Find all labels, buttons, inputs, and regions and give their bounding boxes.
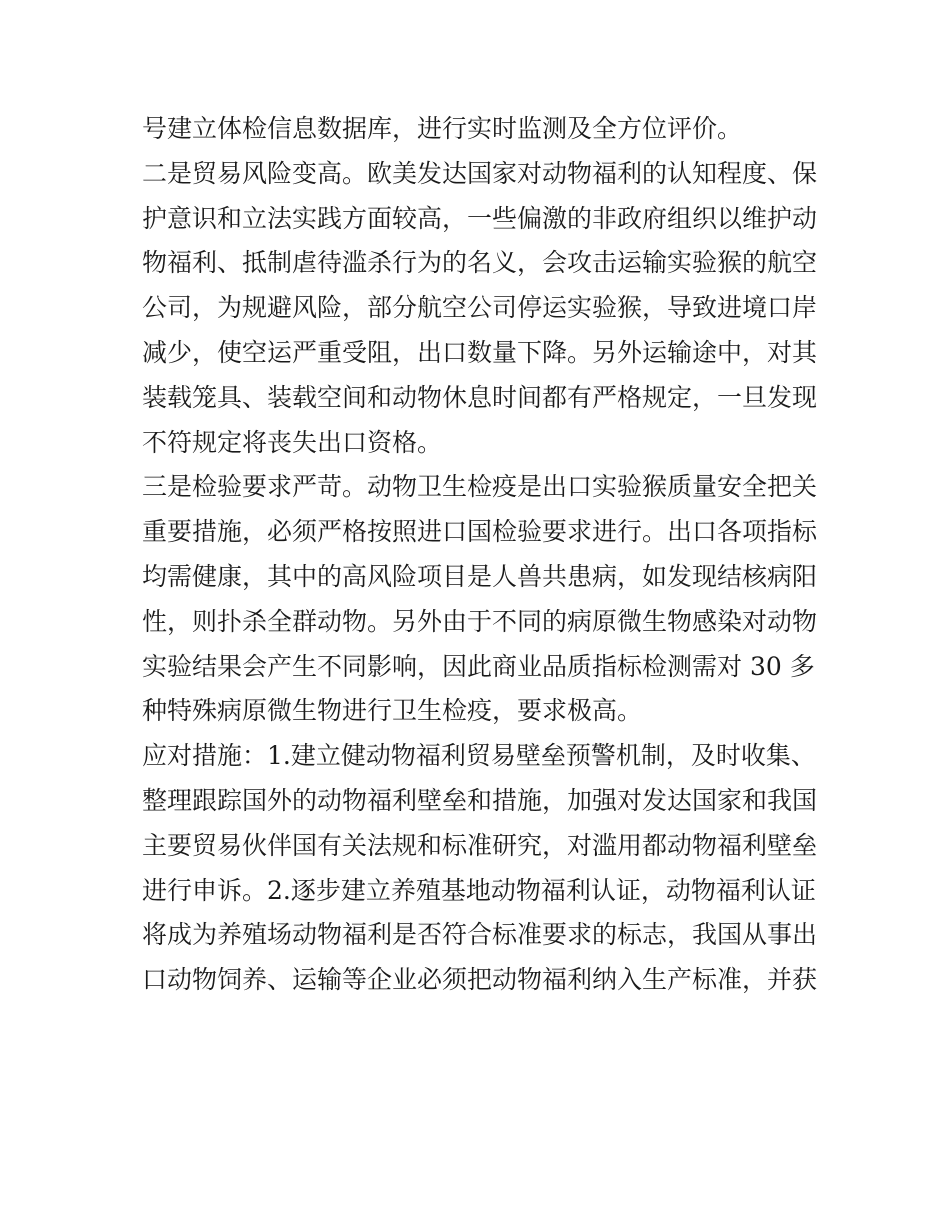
text-line: 将成为养殖场动物福利是否符合标准要求的标志，我国从事出 <box>142 920 818 950</box>
text-line: 进行申诉。2.逐步建立养殖基地动物福利认证，动物福利认证 <box>142 875 816 905</box>
text-line: 性，则扑杀全群动物。另外由于不同的病原微生物感染对动物 <box>142 606 818 636</box>
text-line: 重要措施，必须严格按照进口国检验要求进行。出口各项指标 <box>142 517 818 547</box>
text-line: 口动物饲养、运输等企业必须把动物福利纳入生产标准，并获 <box>142 965 818 995</box>
text-line: 装载笼具、装载空间和动物休息时间都有严格规定，一旦发现 <box>142 382 818 412</box>
text-line: 公司，为规避风险，部分航空公司停运实验猴，导致进境口岸 <box>142 293 818 323</box>
text-line: 应对措施：1.建立健动物福利贸易壁垒预警机制，及时收集、 <box>142 741 816 771</box>
text-line: 三是检验要求严苛。动物卫生检疫是出口实验猴质量安全把关 <box>142 472 818 502</box>
text-line: 整理跟踪国外的动物福利壁垒和措施，加强对发达国家和我国 <box>142 785 818 815</box>
text-line: 均需健康，其中的高风险项目是人兽共患病，如发现结核病阳 <box>142 561 818 591</box>
text-line: 不符规定将丧失出口资格。 <box>142 427 443 457</box>
text-line: 二是贸易风险变高。欧美发达国家对动物福利的认知程度、保 <box>142 158 818 188</box>
text-line: 种特殊病原微生物进行卫生检疫，要求极高。 <box>142 696 643 726</box>
text-line: 护意识和立法实践方面较高，一些偏激的非政府组织以维护动 <box>142 203 818 233</box>
text-line: 减少，使空运严重受阻，出口数量下降。另外运输途中，对其 <box>142 337 818 367</box>
text-line: 物福利、抵制虐待滥杀行为的名义，会攻击运输实验猴的航空 <box>142 248 818 278</box>
text-line: 号建立体检信息数据库，进行实时监测及全方位评价。 <box>142 114 743 143</box>
text-line: 主要贸易伙伴国有关法规和标准研究，对滥用都动物福利壁垒 <box>142 830 818 860</box>
body-text <box>142 107 822 1003</box>
text-line: 实验结果会产生不同影响，因此商业品质指标检测需对 30 多 <box>142 651 815 681</box>
